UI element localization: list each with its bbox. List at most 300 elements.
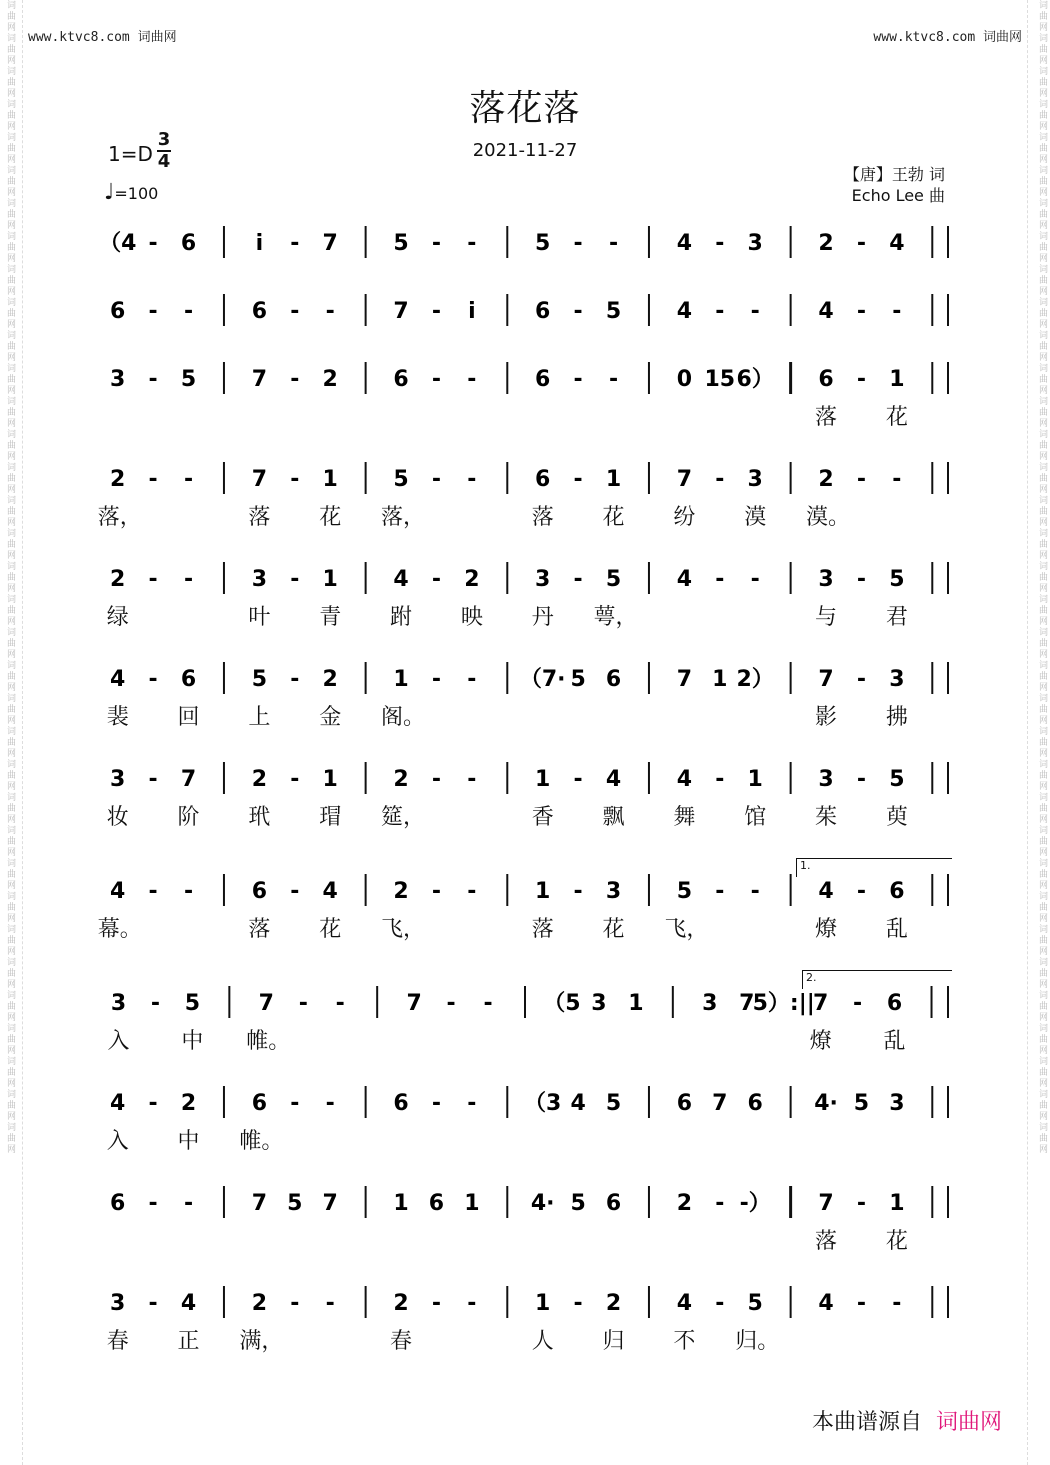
margin-guide-left — [22, 0, 23, 1465]
note: - — [431, 1291, 442, 1316]
volta-second-ending: 2. — [802, 970, 952, 989]
lyric-syllable: 落 — [248, 917, 271, 942]
lyric-syllable: 归。 — [735, 1329, 780, 1354]
lyric-syllable: 幕。 — [97, 917, 142, 942]
note: 5 — [570, 667, 586, 692]
note: - — [431, 767, 442, 792]
note: - — [573, 231, 583, 256]
note: 1 — [535, 879, 551, 904]
lyric-syllable: 人 — [531, 1329, 554, 1354]
note: 6 — [818, 367, 834, 392]
lyric-syllable: 馆 — [744, 805, 767, 830]
note: 5 — [747, 1291, 763, 1316]
lyric-syllable: 花 — [602, 917, 625, 942]
note: 2 — [605, 1291, 622, 1316]
note: （7· — [519, 667, 566, 692]
lyric-syllable: 影 — [815, 705, 838, 730]
note: 7 — [251, 1191, 268, 1216]
note: - — [148, 667, 158, 692]
note: 6 — [886, 991, 903, 1016]
note: - — [715, 231, 725, 256]
footer-brand-link[interactable]: 词曲网 — [935, 1410, 1002, 1435]
score-row — [100, 1080, 950, 1120]
lyric-row — [100, 800, 950, 830]
note: 2 — [322, 367, 338, 392]
score-row-svg — [100, 656, 950, 696]
note: - — [431, 367, 442, 392]
lyric-syllable: 拂 — [885, 705, 908, 730]
note: - — [715, 767, 725, 792]
note: 2） — [736, 667, 774, 692]
note: - — [715, 467, 725, 492]
note: 7 — [812, 991, 829, 1016]
note: - — [856, 367, 867, 392]
note: 5 — [570, 1191, 586, 1216]
note: 3 — [818, 767, 834, 792]
note: - — [467, 1291, 477, 1316]
note: - — [608, 367, 619, 392]
note: - — [148, 231, 158, 256]
note: - — [856, 667, 867, 692]
lyric-syllable: 君 — [885, 605, 908, 630]
note: 4 — [570, 1091, 586, 1116]
score-row — [100, 356, 950, 396]
note: 6 — [180, 231, 197, 256]
note: - — [853, 991, 863, 1016]
note: 5 — [180, 367, 197, 392]
note: 7 — [251, 467, 268, 492]
lyric-syllable: 燎 — [809, 1029, 832, 1054]
note: 3 — [818, 567, 834, 592]
note: 1 — [322, 467, 338, 492]
score-row — [100, 220, 950, 260]
note: - — [467, 767, 477, 792]
note: 3 — [110, 991, 127, 1016]
side-watermark-right: 词曲网词曲网词曲网词曲网词曲网词曲网词曲网词曲网词曲网词曲网词曲网词曲网词曲网词曲网词曲网词曲网词曲网词曲网词曲网词曲网词曲网词曲网词曲网词曲网词曲网词曲网词曲网词曲网词曲网词曲网词曲网词曲网词曲网词曲网词曲网 — [1037, 0, 1047, 1155]
note: 0 — [676, 367, 693, 392]
note: - — [335, 991, 345, 1016]
note: - — [892, 299, 902, 324]
note: - — [431, 667, 442, 692]
lyric-syllable: 花 — [602, 505, 625, 530]
note: - — [446, 991, 456, 1016]
note: - — [290, 1291, 300, 1316]
lyric-syllable: 落 — [815, 1229, 838, 1254]
note: - — [856, 299, 867, 324]
note: 7 — [322, 1191, 338, 1216]
time-signature — [157, 130, 171, 172]
note: - — [715, 1191, 725, 1216]
lyric-syllable: 不 — [673, 1329, 696, 1354]
lyric-syllable: 丹 — [531, 605, 554, 630]
note: 5 — [184, 991, 201, 1016]
note: 7 — [818, 1191, 834, 1216]
note: 2 — [393, 1291, 409, 1316]
lyric-syllable: 金 — [319, 705, 342, 730]
note: 3 — [110, 767, 126, 792]
note: 7 — [180, 767, 197, 792]
note: 7 — [712, 1091, 728, 1116]
note: - — [290, 467, 300, 492]
note: - — [750, 567, 760, 592]
lyric-syllable: 归 — [602, 1329, 625, 1354]
note: 5 — [393, 467, 409, 492]
lyric-row — [97, 912, 950, 942]
note: 3 — [605, 879, 622, 904]
note: - — [750, 879, 760, 904]
note: - — [290, 299, 300, 324]
note: （4 — [99, 231, 137, 256]
lyric-syllable: 入 — [106, 1129, 129, 1154]
score-row-svg — [100, 1180, 950, 1220]
note: 1 — [605, 467, 622, 492]
score-row — [100, 656, 950, 696]
score-row-svg — [100, 288, 950, 328]
lyric-syllable: 燎 — [815, 917, 838, 942]
note: 3 — [889, 1091, 905, 1116]
note: - — [467, 231, 477, 256]
note: 6 — [180, 667, 197, 692]
score-row — [100, 1280, 950, 1320]
note: 6 — [889, 879, 905, 904]
lyric-row — [100, 1224, 950, 1254]
lyric-syllable: 落 — [531, 505, 554, 530]
tempo-marking — [104, 180, 158, 205]
lyric-syllable: 与 — [815, 605, 838, 630]
lyric-syllable: 茱 — [815, 805, 838, 830]
margin-guide-right — [1027, 0, 1028, 1465]
note: 2 — [464, 567, 480, 592]
lyric-syllable: 花 — [885, 1229, 908, 1254]
note: - — [148, 299, 158, 324]
note: 5 — [676, 879, 693, 904]
note: 2 — [322, 667, 338, 692]
lyric-syllable: 花 — [319, 917, 342, 942]
note: - — [573, 467, 583, 492]
note: 4 — [110, 667, 126, 692]
note: 4 — [818, 299, 834, 324]
note: 1 — [889, 367, 905, 392]
note: - — [148, 567, 158, 592]
song-title: 落花落 — [469, 88, 581, 129]
note: - — [573, 767, 583, 792]
site-url-right[interactable]: www.ktvc8.com 词曲网 — [873, 30, 1022, 45]
note: 6 — [393, 367, 409, 392]
note: 5 — [393, 231, 409, 256]
note: 6 — [535, 467, 551, 492]
note: 7 — [818, 667, 834, 692]
key-signature: 1=D — [108, 142, 153, 166]
note: - — [856, 1291, 867, 1316]
lyric-syllable: 萸 — [885, 805, 908, 830]
lyric-row — [100, 1124, 950, 1154]
note: 3 — [110, 1291, 126, 1316]
note: 4 — [676, 567, 693, 592]
note: 5）:|| — [752, 991, 815, 1016]
note: 4 — [818, 1291, 834, 1316]
note: - — [608, 231, 619, 256]
volta-first-ending: 1. — [796, 858, 952, 877]
lyric-syllable: 纷 — [673, 505, 696, 530]
note: 4 — [322, 879, 338, 904]
lyric-syllable: 帷。 — [239, 1129, 284, 1154]
note: - — [183, 467, 194, 492]
note: - — [483, 991, 493, 1016]
note: - — [183, 567, 194, 592]
note: 2 — [818, 231, 834, 256]
note: 5 — [889, 767, 905, 792]
note: 3 — [251, 567, 268, 592]
note: 7 — [676, 467, 693, 492]
note: 4 — [676, 1291, 693, 1316]
note: - — [183, 299, 194, 324]
note: 7 — [739, 991, 755, 1016]
site-url-left[interactable]: www.ktvc8.com 词曲网 — [28, 30, 177, 45]
lyric-syllable: 叶 — [248, 605, 271, 630]
lyric-syllable: 花 — [885, 405, 908, 430]
footer-source-label: 本曲谱源自 — [811, 1410, 922, 1435]
note: 4 — [676, 767, 693, 792]
note: 1 — [535, 1291, 551, 1316]
note: 4 — [605, 767, 622, 792]
quarter-note-icon: ♩ — [104, 180, 115, 205]
note: 7 — [393, 299, 409, 324]
side-watermark-left: 词曲网词曲网词曲网词曲网词曲网词曲网词曲网词曲网词曲网词曲网词曲网词曲网词曲网词曲网词曲网词曲网词曲网词曲网词曲网词曲网词曲网词曲网词曲网词曲网词曲网词曲网词曲网词曲网词曲网词曲网词曲网词曲网词曲网词曲网词曲网 — [5, 0, 15, 1155]
lyric-syllable: 落， — [381, 505, 426, 530]
note: 6 — [535, 367, 551, 392]
score-row-svg — [100, 1080, 950, 1120]
note: - — [148, 1291, 158, 1316]
lyric-syllable: 漠。 — [806, 505, 851, 530]
lyric-syllable: 阶 — [177, 805, 200, 830]
note: - — [856, 879, 867, 904]
note: 1 — [322, 767, 338, 792]
lyric-syllable: 映 — [460, 605, 483, 630]
score-row-svg — [100, 1280, 950, 1320]
lyric-row — [97, 500, 950, 530]
tempo-value: =100 — [114, 184, 159, 203]
score-row — [100, 456, 950, 496]
note: 3 — [591, 991, 607, 1016]
note: - — [573, 1291, 583, 1316]
note: 4 — [393, 567, 409, 592]
note: 7 — [406, 991, 422, 1016]
note: 2 — [251, 767, 268, 792]
note: 6 — [676, 1091, 693, 1116]
note: 1 — [464, 1191, 480, 1216]
note: - — [290, 231, 300, 256]
note: - — [467, 1091, 477, 1116]
note: 6 — [747, 1091, 763, 1116]
note: 3 — [702, 991, 718, 1016]
note: 6 — [251, 879, 268, 904]
note: 6 — [605, 1191, 622, 1216]
score-row-svg — [100, 756, 950, 796]
note: - — [148, 1091, 158, 1116]
lyric-syllable: 绿 — [106, 605, 129, 630]
lyric-syllable: 正 — [177, 1329, 200, 1354]
score-row — [100, 1180, 950, 1220]
lyric-syllable: 落 — [815, 405, 838, 430]
note: - — [325, 1291, 335, 1316]
lyric-row — [100, 1024, 950, 1054]
note: 4 — [676, 231, 693, 256]
score-row — [100, 756, 950, 796]
lyric-syllable: 飞， — [381, 917, 426, 942]
score-row — [100, 556, 950, 596]
note: 5 — [251, 667, 268, 692]
note: 5 — [605, 567, 622, 592]
score-row-svg — [100, 556, 950, 596]
lyric-syllable: 漠 — [744, 505, 767, 530]
score-row-svg — [100, 356, 950, 396]
lyric-syllable: 落 — [248, 505, 271, 530]
note: - — [467, 367, 477, 392]
lyric-syllable: 青 — [319, 605, 342, 630]
note: - — [431, 567, 442, 592]
note: - — [573, 299, 583, 324]
note: 2 — [110, 467, 126, 492]
lyric-syllable: 回 — [177, 705, 200, 730]
note: - — [856, 767, 867, 792]
note: 5 — [889, 567, 905, 592]
note: 4 — [676, 299, 693, 324]
note: 5 — [605, 299, 622, 324]
note: 6 — [605, 667, 622, 692]
note: 5 — [853, 1091, 870, 1116]
note: 3 — [110, 367, 126, 392]
note: （3 — [524, 1091, 562, 1116]
note: - — [715, 1291, 725, 1316]
lyric-syllable: 上 — [248, 705, 271, 730]
score-row — [100, 288, 950, 328]
note: -） — [739, 1191, 771, 1216]
note: - — [892, 1291, 902, 1316]
lyric-syllable: 落， — [97, 505, 142, 530]
note: 1 — [712, 667, 728, 692]
note: 2 — [251, 1291, 268, 1316]
note: 1 — [889, 1191, 905, 1216]
note: 5 — [605, 1091, 622, 1116]
note: 7 — [251, 367, 268, 392]
note: - — [892, 467, 902, 492]
note: - — [325, 299, 335, 324]
note: - — [715, 879, 725, 904]
note: - — [290, 1091, 300, 1116]
lyric-syllable: 跗 — [390, 605, 413, 630]
note: - — [467, 467, 477, 492]
note: 6 — [110, 299, 126, 324]
lyric-syllable: 帷。 — [246, 1029, 291, 1054]
note: 6 — [110, 1191, 126, 1216]
note: 5 — [535, 231, 551, 256]
note: （5 — [543, 991, 581, 1016]
note: 2 — [818, 467, 834, 492]
note: - — [431, 1091, 442, 1116]
note: - — [573, 567, 583, 592]
note: - — [856, 1191, 867, 1216]
note: - — [467, 879, 477, 904]
note: - — [290, 879, 300, 904]
note: 7 — [322, 231, 338, 256]
note: 3 — [889, 667, 905, 692]
note: - — [148, 767, 158, 792]
note: 5 — [287, 1191, 303, 1216]
lyric-row — [100, 700, 950, 730]
note: 1 — [535, 767, 551, 792]
note: - — [148, 1191, 158, 1216]
note: - — [290, 667, 300, 692]
note: - — [467, 667, 477, 692]
lyric-syllable: 妆 — [106, 805, 129, 830]
note: 7 — [258, 991, 274, 1016]
lyric-syllable: 满， — [239, 1329, 284, 1354]
note: 2 — [393, 879, 409, 904]
note: - — [290, 367, 300, 392]
note: 1 — [628, 991, 644, 1016]
note: - — [183, 879, 194, 904]
note: 4· — [530, 1191, 555, 1216]
note: - — [150, 991, 161, 1016]
note: - — [431, 879, 442, 904]
note: - — [431, 467, 442, 492]
note: 6 — [251, 299, 268, 324]
note: 15 — [704, 367, 736, 392]
note: - — [290, 567, 300, 592]
lyric-syllable: 花 — [319, 505, 342, 530]
note: 3 — [747, 467, 763, 492]
note: - — [325, 1091, 335, 1116]
lyric-syllable: 萼， — [593, 605, 638, 630]
note: - — [856, 567, 867, 592]
lyric-syllable: 中 — [177, 1129, 200, 1154]
note: - — [290, 767, 300, 792]
note: 2 — [180, 1091, 197, 1116]
note: 6） — [736, 367, 774, 392]
note: - — [750, 299, 760, 324]
note: 4 — [110, 879, 126, 904]
lyric-syllable: 舞 — [673, 805, 696, 830]
song-date: 2021-11-27 — [472, 140, 578, 161]
note: 6 — [428, 1191, 445, 1216]
lyric-row — [100, 600, 950, 630]
note: 1 — [393, 667, 409, 692]
score-row-svg — [100, 456, 950, 496]
note: - — [715, 299, 725, 324]
note: - — [148, 879, 158, 904]
note: i — [255, 231, 264, 256]
lyric-syllable: 飞， — [664, 917, 709, 942]
note: 2 — [676, 1191, 693, 1216]
note: - — [573, 367, 583, 392]
note: - — [715, 567, 725, 592]
lyric-syllable: 乱 — [883, 1029, 906, 1054]
note: i — [468, 299, 476, 324]
time-signature-bottom: 4 — [157, 151, 171, 172]
note: 6 — [251, 1091, 268, 1116]
note: - — [298, 991, 308, 1016]
note: 4 — [889, 231, 905, 256]
lyric-syllable: 春 — [106, 1329, 129, 1354]
lyric-syllable: 瑁 — [319, 805, 342, 830]
lyric-syllable: 裴 — [106, 705, 129, 730]
lyricist-credit: 【唐】王勃 词 — [843, 165, 945, 184]
note: 6 — [393, 1091, 409, 1116]
lyric-syllable: 筵， — [381, 805, 426, 830]
note: 6 — [535, 299, 551, 324]
note: - — [856, 231, 867, 256]
note: 2 — [393, 767, 409, 792]
